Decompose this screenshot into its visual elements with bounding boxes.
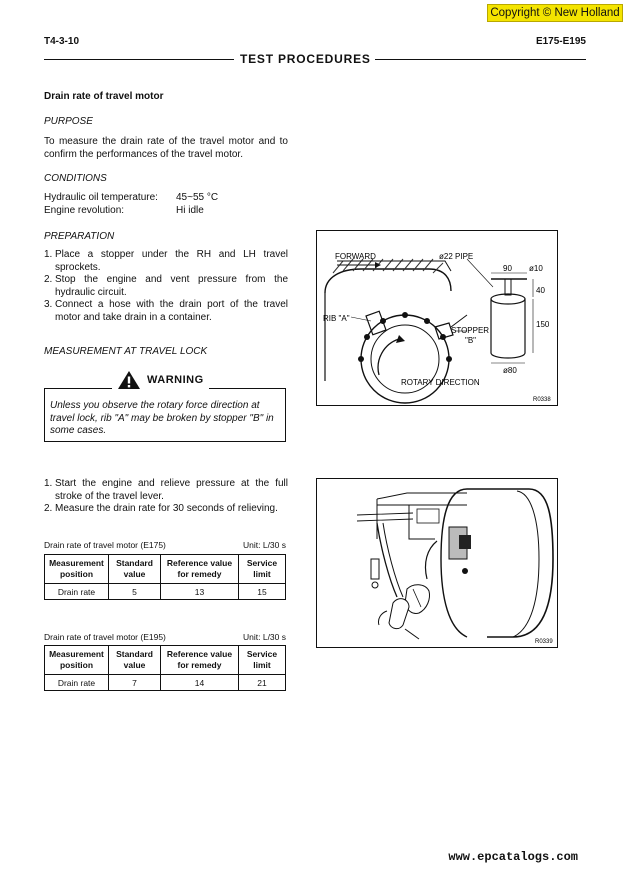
table-cell: 7: [109, 675, 161, 691]
copyright-badge: Copyright © New Holland: [487, 4, 623, 22]
measurement-heading: MEASUREMENT AT TRAVEL LOCK: [44, 346, 208, 357]
table-row: [45, 584, 286, 600]
page-number: T4-3-10: [44, 36, 80, 47]
preparation-steps: [44, 249, 288, 324]
dimension-40-label: 40: [536, 286, 545, 295]
stopper-label: STOPPER: [451, 326, 490, 335]
column-header: Measurement position: [45, 646, 109, 675]
dimension-90-label: 90: [503, 264, 512, 273]
travel-lock-illustration: [317, 231, 557, 405]
condition-label: Hydraulic oil temperature:: [44, 192, 158, 203]
forward-label: FORWARD: [335, 252, 376, 261]
list-item: 3. Connect a hose with the drain port of the travel motor and take drain in a container.: [44, 299, 288, 323]
figure-travel-lock: [316, 230, 558, 406]
dimension-10-label: ø10: [529, 264, 543, 273]
pipe-label: ø22 PIPE: [439, 252, 474, 261]
conditions-heading: CONDITIONS: [44, 173, 107, 184]
list-item: 1. Start the engine and relieve pressure at the full stroke of the travel lever.: [44, 478, 288, 502]
table-cell: 14: [161, 675, 239, 691]
section-title: Drain rate of travel motor: [44, 91, 164, 102]
table-cell: 15: [239, 584, 286, 600]
drain-rate-table-e175: [44, 554, 286, 600]
stopper-b-label: "B": [465, 336, 477, 345]
list-item: 1. Place a stopper under the RH and LH travel sprockets.: [44, 249, 288, 273]
figure-code: R0338: [533, 397, 551, 403]
table-cell: Drain rate: [45, 675, 109, 691]
figure-code: R0339: [535, 639, 553, 645]
column-header: Standard value: [109, 646, 161, 675]
table-caption: Drain rate of travel motor (E175) Unit: L/30 s: [44, 540, 286, 550]
rotary-direction-label: ROTARY DIRECTION: [401, 378, 480, 387]
purpose-heading: PURPOSE: [44, 116, 93, 127]
warning-triangle-icon: [117, 370, 141, 390]
rib-a-label: RIB "A": [323, 314, 350, 323]
table-cell: 21: [239, 675, 286, 691]
table-caption: Drain rate of travel motor (E195) Unit: L/30 s: [44, 632, 286, 642]
model-range: E175-E195: [535, 36, 586, 47]
table-cell: 5: [109, 584, 161, 600]
header-rule-right: [372, 59, 586, 60]
warning-label: WARNING: [147, 374, 204, 386]
table-cell: 13: [161, 584, 239, 600]
conditions-list: [44, 192, 218, 217]
condition-row: [44, 192, 218, 205]
column-header: Service limit: [239, 646, 286, 675]
column-header: Reference value for remedy: [161, 555, 239, 584]
drain-rate-table-e195: [44, 645, 286, 691]
table-header-row: [45, 646, 286, 675]
header-rule-left: [44, 59, 234, 60]
warning-header: [112, 369, 209, 391]
table-header-row: [45, 555, 286, 584]
page-title: TEST PROCEDURES: [236, 52, 375, 66]
dimension-80-label: ø80: [503, 366, 517, 375]
table-row: [45, 675, 286, 691]
condition-value: 45~55 °C: [176, 192, 219, 203]
column-header: Service limit: [239, 555, 286, 584]
column-header: Reference value for remedy: [161, 646, 239, 675]
condition-row: [44, 205, 218, 218]
column-header: Measurement position: [45, 555, 109, 584]
dimension-150-label: 150: [536, 320, 550, 329]
preparation-heading: PREPARATION: [44, 231, 115, 242]
list-item: 2. Measure the drain rate for 30 seconds of relieving.: [44, 503, 278, 514]
list-item: 2. Stop the engine and vent pressure from the hydraulic circuit.: [44, 274, 288, 298]
drain-measurement-illustration: [317, 479, 557, 647]
procedure-steps: [44, 478, 288, 516]
condition-label: Engine revolution:: [44, 204, 125, 216]
condition-value: Hi idle: [176, 204, 204, 216]
column-header: Standard value: [109, 555, 161, 584]
footer-watermark: www.epcatalogs.com: [448, 850, 578, 864]
warning-text: Unless you observe the rotary force direction at travel lock, rib "A" may be broken by stopper "B" in some cases.: [50, 400, 274, 436]
purpose-text: To measure the drain rate of the travel motor and to confirm the performances of the travel motor.: [44, 136, 288, 160]
table-cell: Drain rate: [45, 584, 109, 600]
figure-drain-measurement: [316, 478, 558, 648]
